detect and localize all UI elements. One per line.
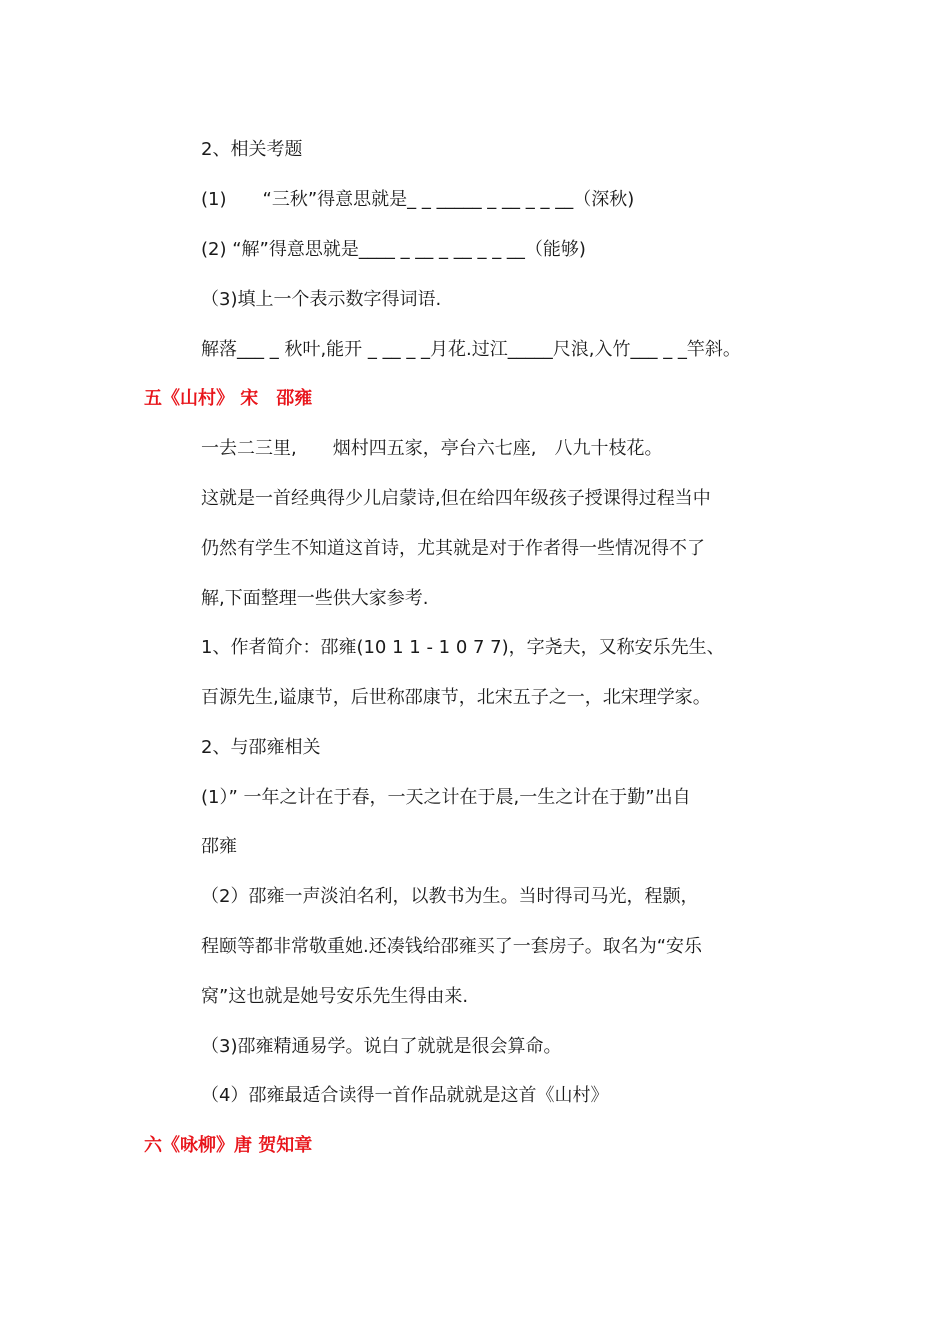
text-line: 窝”这也就是她号安乐先生得由来. [201,986,469,1007]
text-line: 2、相关考题 [201,139,303,160]
section-heading: 六《咏柳》唐 贺知章 [144,1135,313,1156]
text-line: 解落___ _ 秋叶,能开 _ __ _ _月花.过江_____尺浪,入竹___ _ _竿斜。 [201,339,741,360]
section-heading: 五《山村》 宋 邵雍 [144,388,313,409]
text-line: 一去二三里, 烟村四五家，亭台六七座, 八九十枝花。 [201,438,663,459]
text-line: (2) “解”得意思就是____ _ __ _ __ _ _ __（能够) [201,239,586,260]
text-line: 程颐等都非常敬重她.还凑钱给邵雍买了一套房子。取名为“安乐 [201,936,703,957]
text-line: （2）邵雍一声淡泊名利，以教书为生。当时得司马光，程颢， [201,886,699,907]
text-line: 解,下面整理一些供大家参考. [201,588,429,609]
text-line: (1）” 一年之计在于春，一天之计在于晨,一生之计在于勤”出自 [201,787,691,808]
text-line: （3)填上一个表示数字得词语. [201,289,442,310]
text-line: 仍然有学生不知道这首诗，尤其就是对于作者得一些情况得不了 [201,538,705,559]
text-line: 这就是一首经典得少儿启蒙诗,但在给四年级孩子授课得过程当中 [201,488,711,509]
text-line: 2、与邵雍相关 [201,737,321,758]
text-line: （3)邵雍精通易学。说白了就就是很会算命。 [201,1036,562,1057]
text-line: 百源先生,谥康节，后世称邵康节，北宋五子之一，北宋理学家。 [201,687,711,708]
text-line: (1) “三秋”得意思就是_ _ _____ _ __ _ _ __（深秋) [201,189,635,210]
text-line: （4）邵雍最适合读得一首作品就就是这首《山村》 [201,1085,609,1106]
text-line: 1、作者简介：邵雍(10 1 1 - 1 0 7 7)，字尧夫，又称安乐先生、 [201,637,725,658]
text-line: 邵雍 [201,836,237,857]
